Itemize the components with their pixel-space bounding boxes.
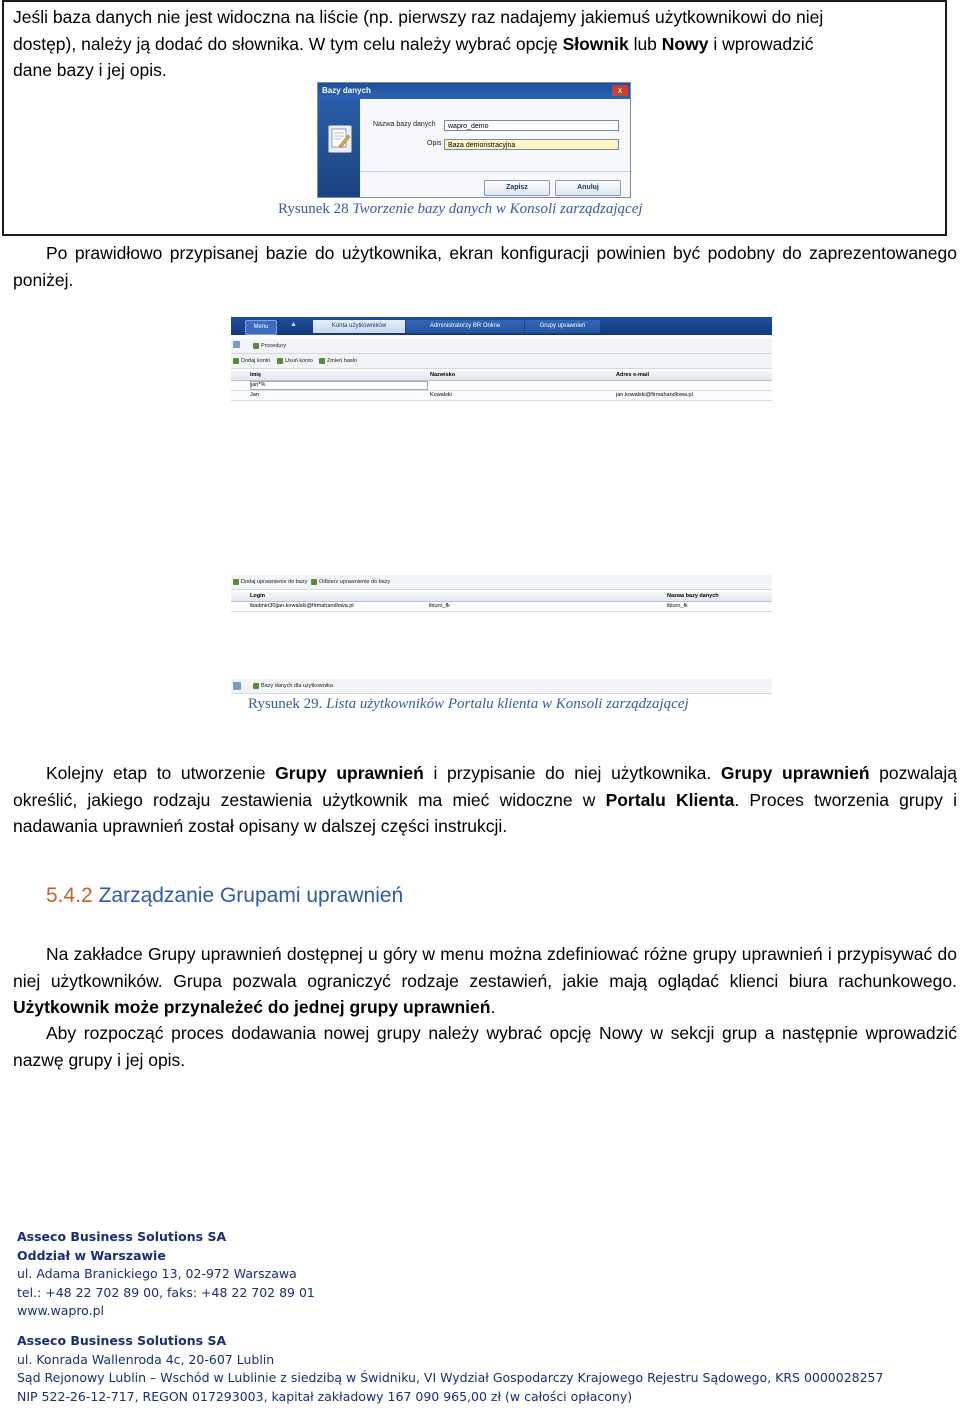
options-icon[interactable] bbox=[233, 682, 241, 690]
up-icon[interactable]: ▲ bbox=[290, 321, 297, 328]
app-screenshot-permissions bbox=[231, 573, 772, 613]
caption-28 bbox=[278, 201, 643, 218]
top-nav bbox=[231, 317, 772, 335]
table-row[interactable] bbox=[231, 391, 772, 401]
options-icon[interactable] bbox=[233, 341, 240, 348]
caption-29 bbox=[248, 696, 689, 713]
col-email[interactable]: Adres e-mail bbox=[616, 372, 650, 378]
close-icon[interactable]: x bbox=[612, 85, 628, 96]
intro-line-2a: dostęp), należy ją dodać do słownika. W tym celu należy wybrać opcję bbox=[13, 33, 563, 54]
footer-branch: Oddział w Warszawie bbox=[17, 1247, 166, 1263]
p3-b: Grupy uprawnień bbox=[275, 763, 424, 783]
footer-address-1: ul. Adama Branickiego 13, 02-972 Warszawa bbox=[17, 1266, 297, 1281]
db-desc-input[interactable]: Baza demonstracyjna bbox=[444, 139, 619, 150]
col-login[interactable]: Login bbox=[250, 593, 265, 599]
db-name-label: Nazwa bazy danych bbox=[373, 121, 436, 128]
dialog-sidebar bbox=[318, 99, 360, 198]
col-first-name[interactable]: Imię bbox=[250, 372, 262, 378]
intro-line-3: dane bazy i jej opis. bbox=[13, 60, 167, 80]
bottom-toolbar bbox=[231, 679, 772, 694]
col-last-name[interactable]: Nazwisko bbox=[430, 372, 456, 378]
footer-phone: tel.: +48 22 702 89 00, faks: +48 22 702 89 01 bbox=[17, 1284, 315, 1300]
intro-line-2c: lub bbox=[628, 33, 662, 54]
cell-name: ibiuro_fk bbox=[429, 603, 450, 609]
p4-c: . bbox=[490, 997, 496, 1017]
cell-db-name: ibiuro_fk bbox=[667, 603, 688, 609]
paragraph-5: Aby rozpocząć proces dodawania nowej grupy należy wybrać opcję Nowy w sekcji grup a następnie wprowadzić nazwę grupy i jej opis. bbox=[13, 1023, 957, 1070]
cell-first-name: Jan bbox=[250, 392, 259, 398]
cell-login: ibadmin30|jan.kowalski@firmahandlowa.pl bbox=[250, 603, 354, 609]
caption-29-label: Rysunek 29. bbox=[248, 696, 323, 712]
cell-email: jan.kowalski@firmahandlowa.pl bbox=[616, 392, 693, 398]
intro-bold-slownik: Słownik bbox=[562, 33, 629, 54]
cell-last-name: Kowalski bbox=[430, 392, 452, 398]
tab-user-accounts[interactable]: Konta użytkowników bbox=[313, 320, 405, 333]
database-dialog-screenshot bbox=[317, 82, 631, 198]
intro-bold-nowy: Nowy bbox=[661, 33, 709, 54]
intro-line-2e: i wprowadzić bbox=[708, 33, 814, 54]
table-row[interactable] bbox=[231, 602, 772, 612]
tab-permission-groups[interactable]: Grupy uprawnień bbox=[525, 320, 600, 333]
section-number: 5.4.2 bbox=[46, 884, 93, 907]
p4-b: Użytkownik może przynależeć do jednej grupy uprawnień bbox=[13, 997, 491, 1017]
section-heading bbox=[46, 884, 403, 908]
change-password-button[interactable]: Zmień hasło bbox=[319, 356, 357, 366]
procedures-button[interactable]: Procedury bbox=[253, 341, 286, 351]
add-db-permission-button[interactable]: Dodaj uprawnienie do bazy bbox=[233, 577, 307, 587]
caption-29-text: Lista użytkowników Portalu klienta w Konsoli zarządzającej bbox=[322, 696, 689, 712]
permissions-grid-header bbox=[231, 592, 772, 602]
first-name-filter-input[interactable]: jan*% bbox=[250, 381, 428, 390]
db-name-input[interactable]: wapro_demo bbox=[444, 120, 619, 131]
footer-nip: NIP 522-26-12-717, REGON 017293003, kapitał zakładowy 167 090 965,00 zł (w całości opłacony) bbox=[17, 1388, 633, 1404]
footer-company-1: Asseco Business Solutions SA bbox=[17, 1229, 227, 1244]
paragraph-4 bbox=[13, 941, 957, 1021]
p3-a: Kolejny etap to utworzenie bbox=[46, 763, 276, 783]
db-desc-label: Opis bbox=[427, 140, 442, 147]
col-db-name[interactable]: Nazwa bazy danych bbox=[667, 593, 719, 599]
caption-28-text: Tworzenie bazy danych w Konsoli zarządzającej bbox=[348, 201, 643, 217]
p3-d: Grupy uprawnień bbox=[720, 763, 870, 783]
app-screenshot bbox=[231, 317, 772, 401]
save-button[interactable]: Zapisz bbox=[484, 180, 550, 196]
app-screenshot-bottom bbox=[231, 679, 772, 694]
intro-line-1: Jeśli baza danych nie jest widoczna na liście (np. pierwszy raz nadajemy jakiemuś użytkownikowi do niej bbox=[13, 7, 824, 27]
footer-lublin bbox=[17, 1332, 947, 1406]
p3-c: i przypisanie do niej użytkownika. bbox=[423, 763, 721, 783]
paragraph-2: Po prawidłowo przypisanej bazie do użytkownika, ekran konfiguracji powinien być podobny do zaprezentowanego poniżej. bbox=[13, 243, 957, 290]
intro-paragraph bbox=[13, 4, 948, 84]
p4-a: Na zakładce Grupy uprawnień dostępnej u góry w menu można zdefiniować różne grupy uprawnień i przypisywać do niej użytkowników. Grupa pozwala ograniczyć rodzaje zestawień, jakie mają oglądać klienci biura rachunkowego. bbox=[13, 944, 957, 991]
p3-e: pozwalają określić, jakiego rodzaju zestawienia użytkownik ma mieć widoczne w bbox=[13, 763, 957, 810]
dialog-title: Bazy danych bbox=[318, 83, 630, 99]
remove-db-permission-button[interactable]: Odbierz uprawnienie do bazy bbox=[311, 577, 390, 587]
p3-f: Portalu Klienta bbox=[605, 789, 735, 810]
filter-row bbox=[231, 381, 772, 391]
footer-company-2: Asseco Business Solutions SA bbox=[17, 1333, 227, 1348]
paragraph-3 bbox=[13, 760, 957, 840]
procedures-bar bbox=[231, 339, 772, 354]
footer-warsaw bbox=[17, 1228, 315, 1321]
footer-address-2: ul. Konrada Wallenroda 4c, 20-607 Lublin bbox=[17, 1351, 275, 1367]
p3-g: . Proces tworzenia grupy i nadawania uprawnień został opisany w dalszej części instrukcji. bbox=[13, 789, 957, 836]
section-title: Zarządzanie Grupami uprawnień bbox=[98, 884, 404, 907]
menu-button[interactable]: Menu bbox=[245, 320, 277, 335]
delete-account-button[interactable]: Usuń konto bbox=[277, 356, 313, 366]
dialog-divider bbox=[360, 171, 631, 172]
tab-br-online-admins[interactable]: Administratorzy BR Online bbox=[406, 320, 524, 333]
add-account-button[interactable]: Dodaj konto bbox=[233, 356, 270, 366]
cancel-button[interactable]: Anuluj bbox=[555, 180, 621, 196]
accounts-grid-header bbox=[231, 371, 772, 381]
user-databases-button[interactable]: Bazy danych dla użytkownika bbox=[253, 681, 333, 691]
footer-court: Sąd Rejonowy Lublin – Wschód w Lublinie z siedzibą w Świdniku, VI Wydział Gospodarczy Krajowego Rejestru Sądowego, KRS 0000028257 bbox=[17, 1370, 884, 1385]
caption-28-label: Rysunek 28 bbox=[278, 201, 349, 217]
footer-web-link[interactable]: www.wapro.pl bbox=[17, 1303, 104, 1318]
permissions-toolbar bbox=[231, 575, 772, 590]
accounts-toolbar bbox=[231, 354, 772, 369]
edit-document-icon bbox=[328, 125, 352, 153]
